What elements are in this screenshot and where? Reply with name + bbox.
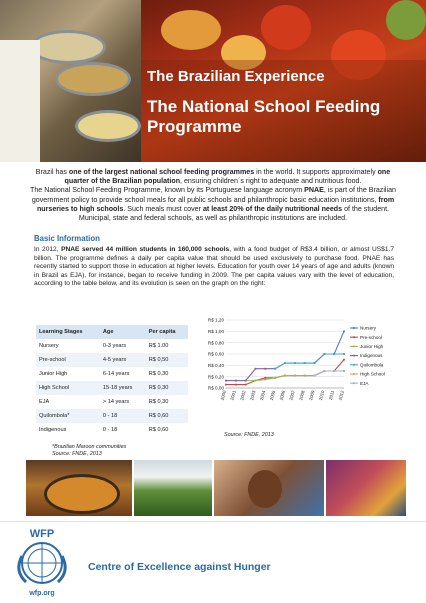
data-point bbox=[333, 353, 335, 355]
table-row: Pre-school 4-5 years R$ 0,50 bbox=[36, 353, 188, 367]
x-tick-label: 2000 bbox=[219, 389, 227, 401]
food-photo bbox=[26, 460, 132, 516]
students-photo bbox=[326, 460, 406, 516]
y-tick-label: R$ 0,40 bbox=[207, 362, 224, 368]
data-point bbox=[284, 362, 286, 364]
legend-marker bbox=[353, 346, 355, 348]
legend-label: Quilombola bbox=[360, 362, 384, 368]
data-point bbox=[314, 375, 316, 377]
data-point bbox=[274, 377, 276, 379]
x-tick-label: 2010 bbox=[317, 389, 326, 401]
x-tick-label: 2001 bbox=[229, 389, 237, 401]
data-point bbox=[255, 368, 257, 370]
data-point bbox=[245, 384, 247, 386]
legend-marker bbox=[353, 373, 355, 375]
footer-divider bbox=[0, 521, 426, 522]
x-tick-label: 2009 bbox=[308, 389, 316, 401]
page-title: The National School Feeding Programme bbox=[147, 97, 381, 136]
per-capita-chart bbox=[196, 314, 406, 432]
series-line bbox=[275, 354, 344, 369]
x-tick-label: 2005 bbox=[268, 389, 277, 401]
series-line bbox=[315, 371, 345, 376]
legend-label: High School bbox=[360, 371, 385, 377]
data-point bbox=[245, 380, 247, 382]
legend-label: Junior High bbox=[360, 344, 384, 349]
table-header: Learning Stages bbox=[36, 325, 100, 339]
wfp-logo bbox=[8, 526, 76, 598]
x-tick-label: 2011 bbox=[327, 389, 336, 401]
data-point bbox=[343, 353, 345, 355]
wfp-logo-url: wfp.org bbox=[29, 590, 55, 597]
y-tick-label: R$ 0,20 bbox=[207, 374, 224, 380]
table-header: Age bbox=[100, 325, 146, 339]
x-tick-label: 2007 bbox=[288, 389, 296, 401]
per-capita-table bbox=[36, 325, 188, 437]
basic-information-text: In 2012, PNAE served 44 million students in 160,000 schools, with a food budget of R$3.4 billion, or almost US$1.7 billion. The programme defines a daily per capita value that should be used exclusively to purchase food. PNAE has recently started to support those in education at higher levels. Education for youth over 14 years of age and adults (known in Brazil as EJA), for instance, began to receive funding in 2009. The per capita values vary with the level of education, according to the table below, and its evolution is seen on the graph on the right: bbox=[34, 246, 395, 288]
y-tick-label: R$ 0,60 bbox=[207, 351, 224, 357]
data-point bbox=[294, 362, 296, 364]
x-tick-label: 2004 bbox=[258, 389, 267, 401]
legend-marker bbox=[353, 327, 355, 329]
legend-marker bbox=[353, 355, 355, 357]
table-row: Junior High 6-14 years R$ 0,30 bbox=[39, 371, 169, 377]
garden-photo bbox=[134, 460, 212, 516]
data-point bbox=[255, 380, 257, 382]
centre-of-excellence-label: Centre of Excellence against Hunger bbox=[88, 561, 271, 573]
data-point bbox=[343, 370, 345, 372]
legend-marker bbox=[353, 364, 355, 366]
table-row: EJA > 14 years R$ 0,30 bbox=[39, 399, 169, 405]
table-note: *Brazilian Maroon communities Source: FNDE, 2013 bbox=[52, 444, 127, 457]
legend-label: Pre-school bbox=[360, 334, 382, 340]
x-tick-label: 2002 bbox=[239, 389, 247, 401]
data-point bbox=[333, 370, 335, 372]
data-point bbox=[304, 375, 306, 377]
data-point bbox=[323, 353, 325, 355]
data-point bbox=[294, 375, 296, 377]
header-kicker: The Brazilian Experience bbox=[147, 68, 325, 85]
data-point bbox=[343, 330, 345, 332]
chart-source: Source: FNDE, 2013 bbox=[224, 432, 274, 438]
y-tick-label: R$ 0,00 bbox=[207, 385, 224, 391]
data-point bbox=[225, 380, 227, 382]
data-point bbox=[225, 384, 227, 386]
data-point bbox=[264, 377, 266, 379]
table-header: Per capita bbox=[146, 325, 188, 339]
data-point bbox=[343, 359, 345, 361]
data-point bbox=[264, 379, 266, 381]
legend-marker bbox=[353, 336, 355, 338]
x-tick-label: 2006 bbox=[278, 389, 286, 401]
legend-label: EJA bbox=[360, 380, 369, 386]
table-row: Quilombola* 0 - 18 R$ 0,60 bbox=[36, 409, 188, 423]
header-banner bbox=[0, 0, 426, 162]
y-tick-label: R$ 1,20 bbox=[207, 317, 224, 323]
data-point bbox=[274, 368, 276, 370]
children-eating-photo bbox=[214, 460, 324, 516]
section-heading: Basic Information bbox=[34, 234, 100, 243]
x-tick-label: 2012 bbox=[337, 389, 345, 401]
wfp-logo-text: WFP bbox=[29, 528, 55, 540]
data-point bbox=[264, 368, 266, 370]
data-point bbox=[304, 362, 306, 364]
kitchen-photo bbox=[0, 0, 141, 162]
legend-label: Indigenous bbox=[360, 353, 383, 359]
x-tick-label: 2003 bbox=[249, 389, 257, 401]
data-point bbox=[323, 370, 325, 372]
y-tick-label: R$ 0,80 bbox=[207, 340, 224, 346]
table-row: Indigenous 0 - 18 R$ 0,60 bbox=[39, 427, 169, 433]
data-point bbox=[314, 362, 316, 364]
y-tick-label: R$ 1,00 bbox=[207, 328, 224, 334]
data-point bbox=[235, 384, 237, 386]
data-point bbox=[235, 380, 237, 382]
legend-label: Nursery bbox=[360, 325, 377, 331]
data-point bbox=[284, 375, 286, 377]
table-row: Nursery 0-3 years R$ 1.00 bbox=[39, 343, 169, 349]
intro-text: Brazil has one of the largest national school feeding programmes in the world. It supports approximately one quarter of the Brazilian population, ensuring children´s right to adequate and nutritious food. The National School Feeding Programme, known by its Portuguese language acronym PNAE, is part of the Brazilian government policy to provide school meals for all public schools and philanthropic basic education institutions, from nurseries to high schools. Such meals must cover at least 20% of the daily nutritional needs of the student. Municipal, state and federal schools, as well as philanthropic institutions are included. bbox=[30, 168, 396, 223]
legend-marker bbox=[353, 382, 355, 384]
table-row: High School 15-18 years R$ 0,30 bbox=[36, 381, 188, 395]
x-tick-label: 2008 bbox=[298, 389, 306, 401]
